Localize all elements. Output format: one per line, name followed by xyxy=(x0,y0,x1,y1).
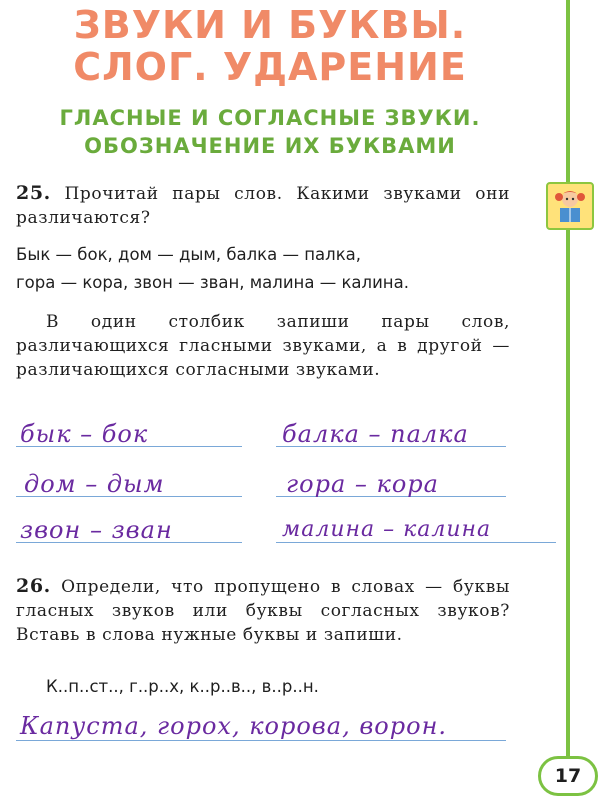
exercise-25-pairs xyxy=(16,241,516,297)
exercise-26-number: 26. xyxy=(16,575,51,597)
exercise-26-prompt xyxy=(16,574,510,647)
handwritten-answer: дом – дым xyxy=(24,470,165,498)
word-pairs-line2: гора — кора, звон — зван, малина — калина. xyxy=(16,273,409,292)
exercise-26-question: Определи, что пропущено в словах — буквы гласных звуков или буквы согласных звуков? Вставь в слова нужные буквы и запиши. xyxy=(16,577,510,645)
exercise-25-question: Прочитай пары слов. Какими звуками они различаются? xyxy=(16,184,510,228)
handwritten-answer: гора – кора xyxy=(286,470,439,498)
writing-line xyxy=(16,740,506,741)
handwritten-answer: малина – калина xyxy=(282,517,492,542)
section-title-line2: ОБОЗНАЧЕНИЕ ИХ БУКВАМИ xyxy=(84,134,456,158)
girl-reading-book-icon xyxy=(546,182,594,230)
exercise-26-words: К..п..ст.., г..р..х, к..р..в.., в..р..н. xyxy=(46,677,319,696)
page-title-line1: ЗВУКИ И БУКВЫ. xyxy=(73,3,467,47)
handwritten-answer: бык – бок xyxy=(20,420,149,448)
section-title xyxy=(0,104,540,160)
handwritten-answer: Капуста, горох, корова, ворон. xyxy=(20,712,448,740)
exercise-25-prompt xyxy=(16,181,510,230)
exercise-25-number: 25. xyxy=(16,182,51,204)
section-title-line1: ГЛАСНЫЕ И СОГЛАСНЫЕ ЗВУКИ. xyxy=(59,106,481,130)
margin-line xyxy=(566,0,570,760)
page-title-line2: СЛОГ. УДАРЕНИЕ xyxy=(73,45,467,89)
page-title xyxy=(0,4,540,88)
page-number: 17 xyxy=(538,756,598,796)
handwritten-answer: балка – палка xyxy=(282,420,469,448)
handwritten-answer: звон – зван xyxy=(20,516,173,544)
word-pairs-line1: Бык — бок, дом — дым, балка — палка, xyxy=(16,245,362,264)
exercise-25-task: В один столбик запиши пары слов, различающихся гласными звуками, а в другой — различающихся согласными звуками. xyxy=(16,312,510,380)
